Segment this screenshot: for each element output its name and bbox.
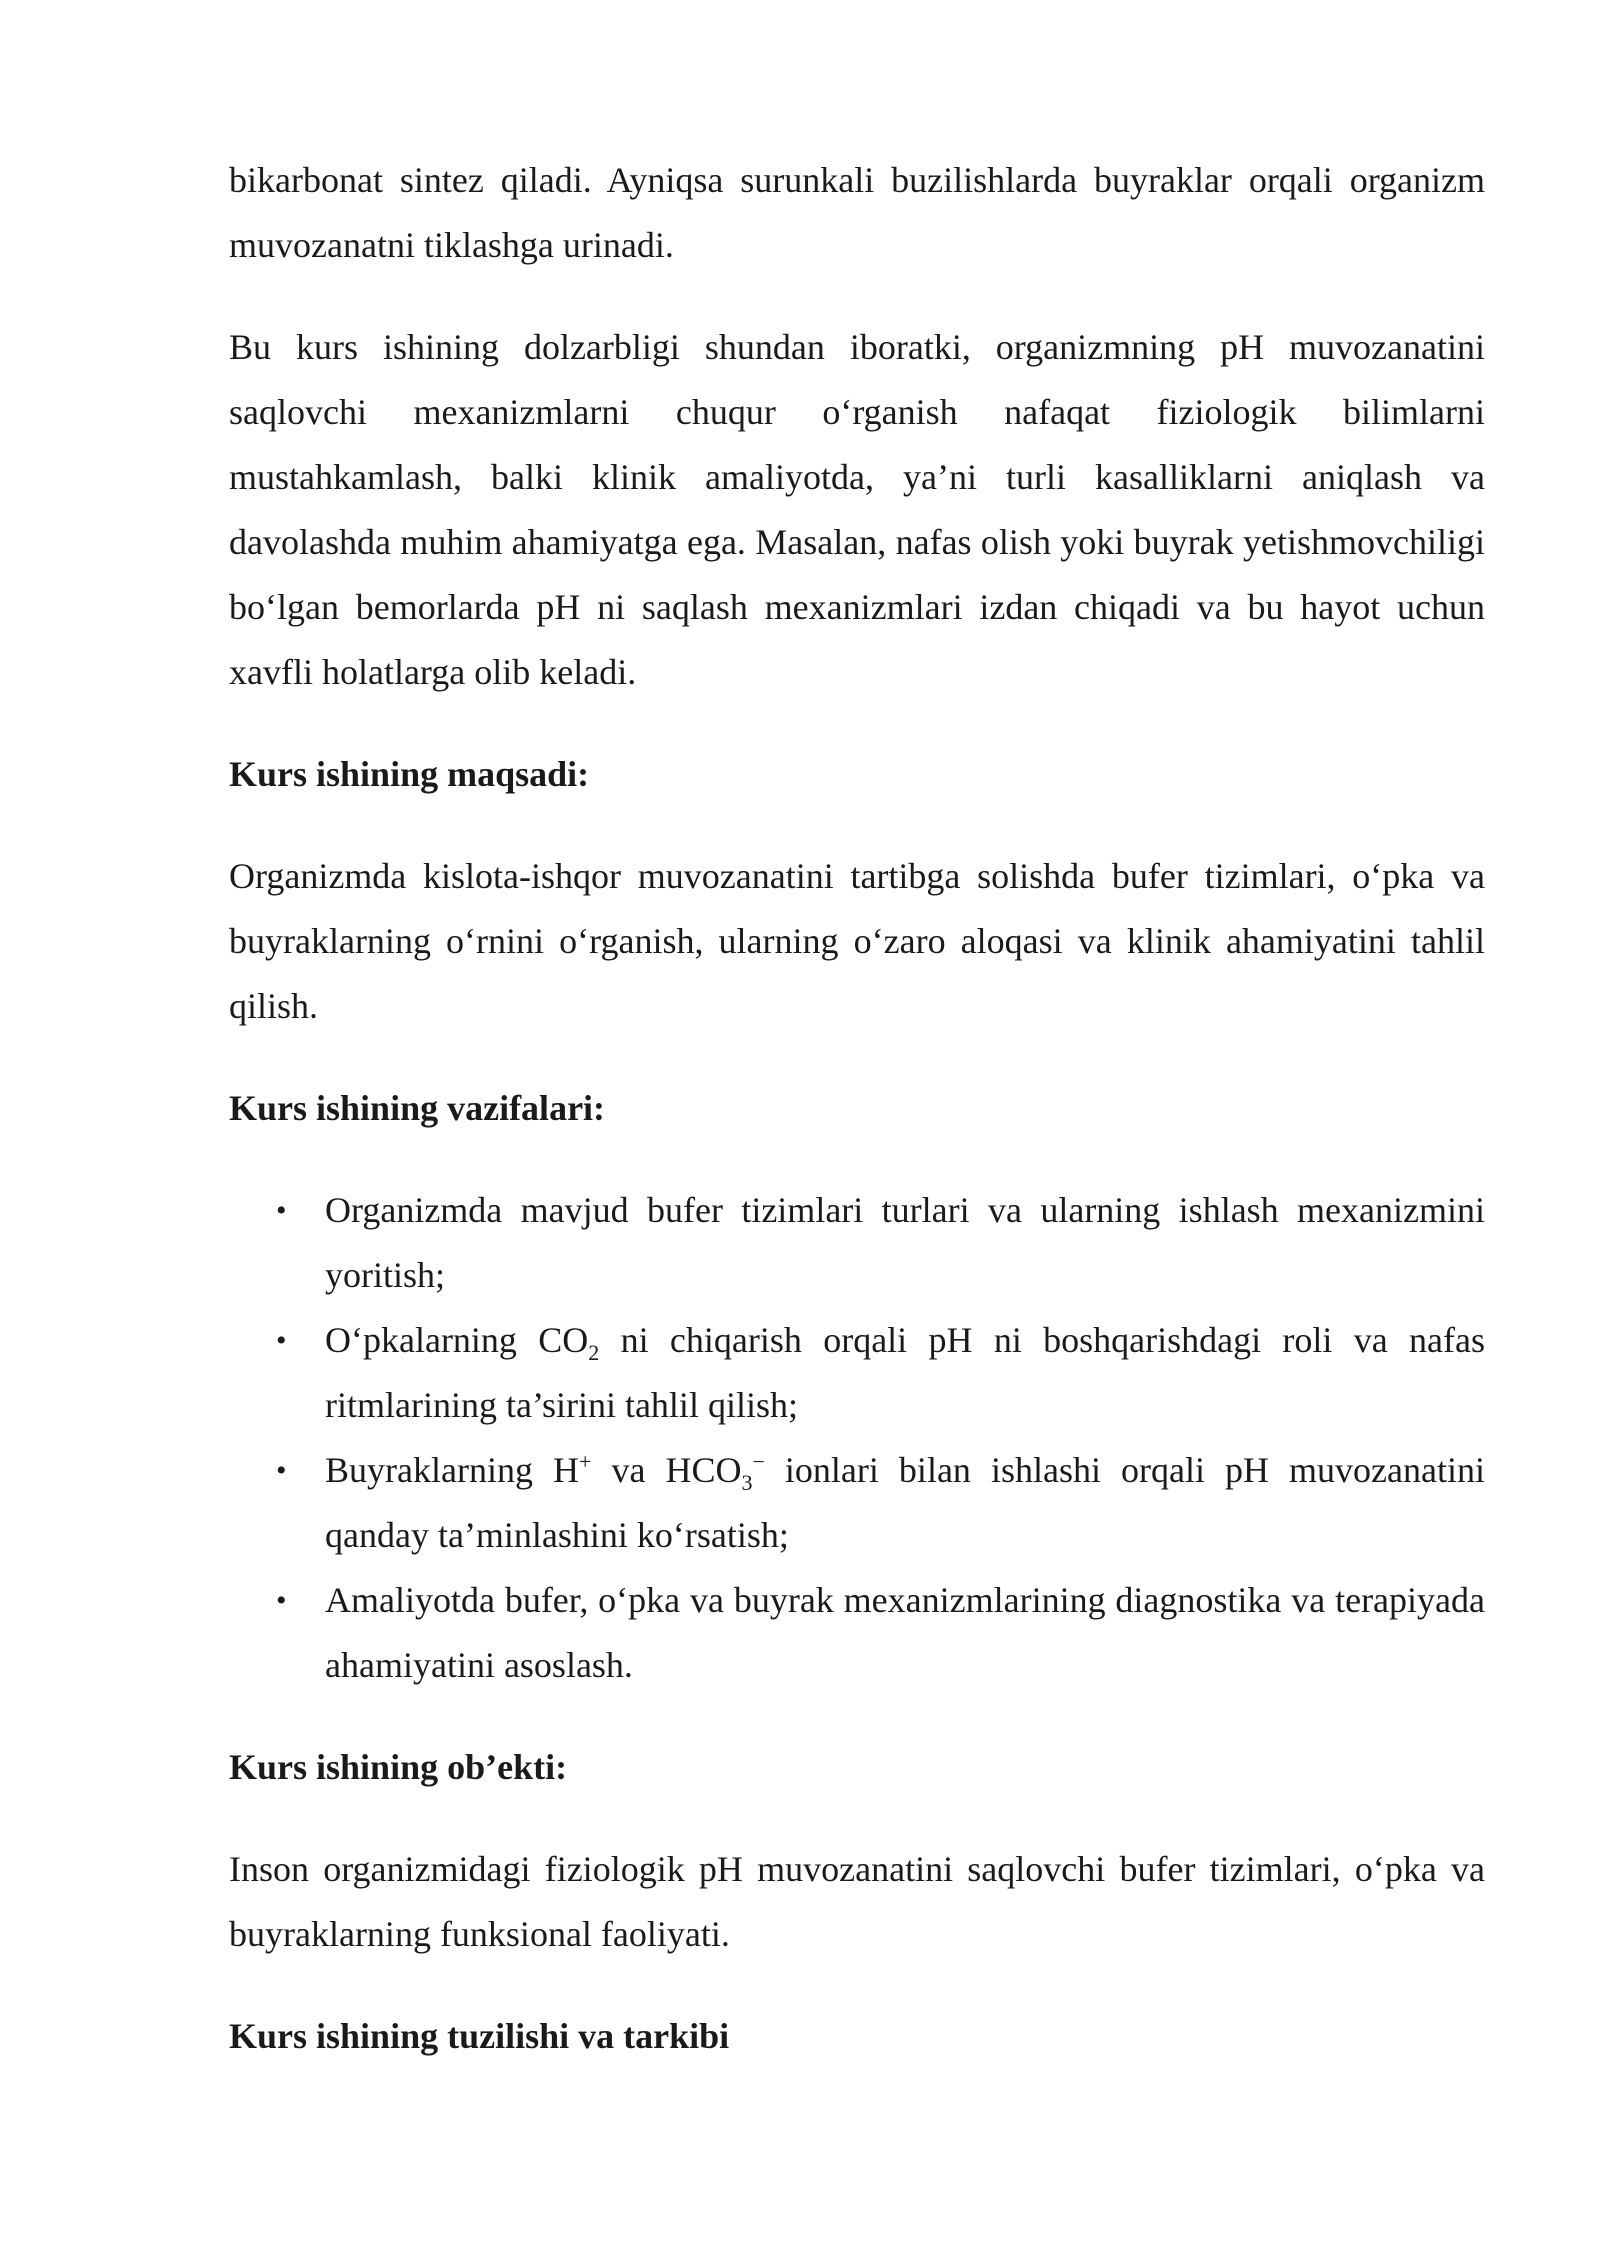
subscript: 2: [588, 1340, 600, 1366]
object-heading: Kurs ishining ob’ekti:: [229, 1747, 568, 1787]
tasks-heading: Kurs ishining vazifalari:: [229, 1088, 606, 1128]
task-text: Amaliyotda bufer, o‘pka va buyrak mexanizmlarining diagnostika va terapiyada ahamiyatini asoslash.: [325, 1580, 1485, 1685]
superscript: −: [752, 1449, 765, 1474]
bullet-icon: •: [276, 1584, 287, 1617]
object-paragraph: Inson organizmidagi fiziologik pH muvozanatini saqlovchi bufer tizimlari, o‘pka va buyraklarning funksional faoliyati.: [229, 1849, 1485, 1954]
bullet-icon: •: [276, 1194, 287, 1227]
structure-heading: Kurs ishining tuzilishi va tarkibi: [229, 2016, 730, 2056]
intro-continuation-paragraph: bikarbonat sintez qiladi. Ayniqsa surunkali buzilishlarda buyraklar orqali organizm muvozanatni tiklashga urinadi.: [229, 160, 1485, 265]
bullet-icon: •: [276, 1324, 287, 1357]
task-item-3: [229, 1438, 1485, 1568]
goal-heading: Kurs ishining maqsadi:: [229, 754, 590, 794]
bullet-icon: •: [276, 1454, 287, 1487]
superscript: +: [578, 1449, 592, 1474]
task-text: Organizmda mavjud bufer tizimlari turlari va ularning ishlash mexanizmini yoritish;: [325, 1190, 1485, 1295]
goal-paragraph: Organizmda kislota-ishqor muvozanatini tartibga solishda bufer tizimlari, o‘pka va buyraklarning o‘rnini o‘rganish, ularning o‘zaro aloqasi va klinik ahamiyatini tahlil qilish.: [229, 856, 1485, 1026]
document-page: [229, 148, 1485, 2106]
task-item-4: [229, 1568, 1485, 1698]
task-text: O‘pkalarning $CO_2$ ni chiqarish orqali pH ni boshqarishdagi roli va nafas ritmlarining ta’sirini tahlil qilish;: [325, 1320, 1486, 1425]
task-text: Buyraklarning H+ va $HCO_3^-$ ionlari bilan ishlashi orqali pH muvozanatini qanday ta’minlashini ko‘rsatish;: [325, 1449, 1485, 1555]
task-item-1: [229, 1178, 1485, 1308]
task-item-2: [229, 1308, 1485, 1438]
subscript: 3: [741, 1470, 753, 1496]
tasks-list: [229, 1178, 1485, 1698]
relevance-paragraph: Bu kurs ishining dolzarbligi shundan iboratki, organizmning pH muvozanatini saqlovchi mexanizmlarni chuqur o‘rganish nafaqat fiziologik bilimlarni mustahkamlash, balki klinik amaliyotda, ya’ni turli kasalliklarni aniqlash va davolashda muhim ahamiyatga ega. Masalan, nafas olish yoki buyrak yetishmovchiligi bo‘lgan bemorlarda pH ni saqlash mexanizmlari izdan chiqadi va bu hayot uchun xavfli holatlarga olib keladi.: [229, 327, 1485, 692]
